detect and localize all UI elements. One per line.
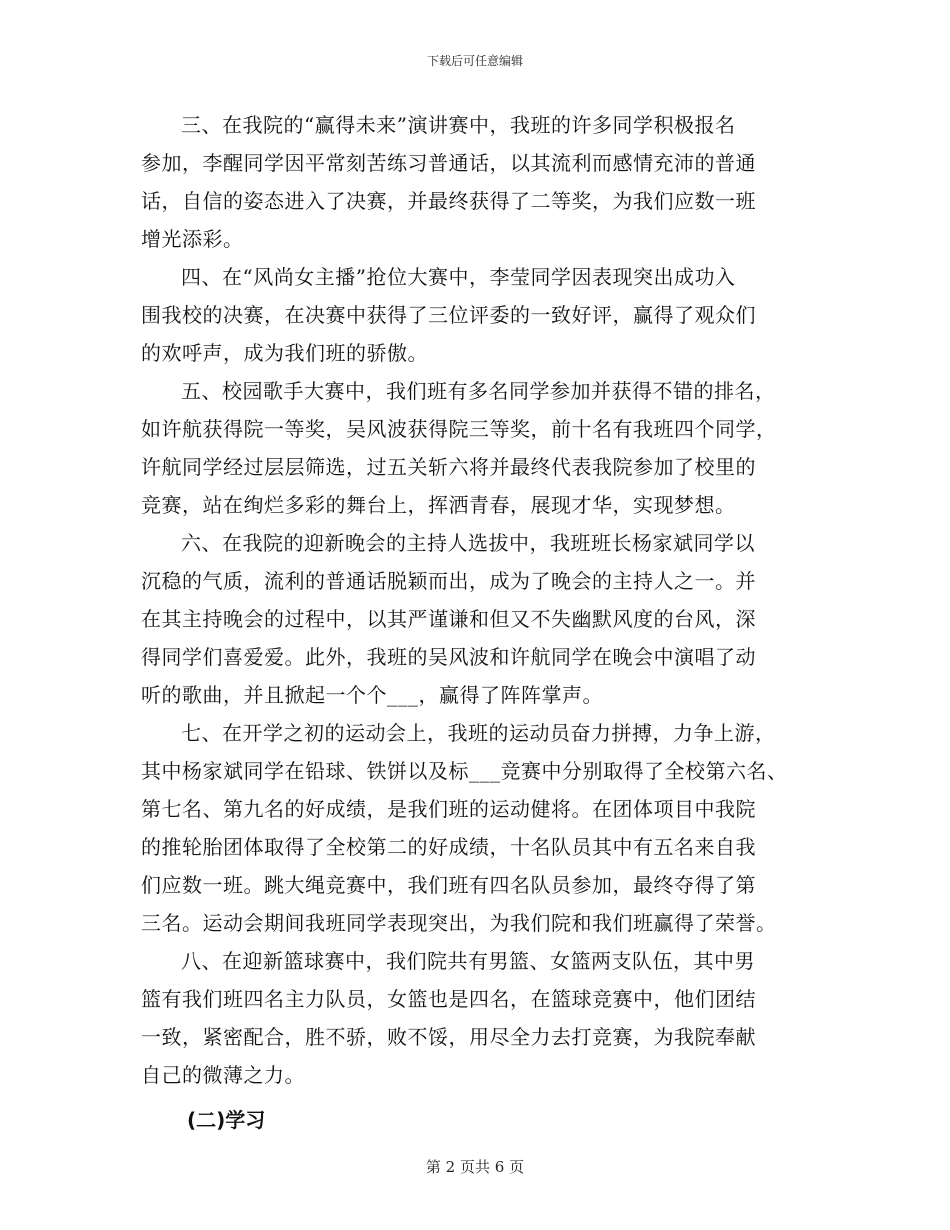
text-line: 增光添彩。 bbox=[141, 227, 244, 251]
text-line: 围我校的决赛，在决赛中获得了三位评委的一致好评，赢得了观众们 bbox=[141, 303, 756, 327]
paragraph-7 bbox=[141, 714, 821, 942]
text-line: 沉稳的气质，流利的普通话脱颖而出，成为了晚会的主持人之一。并 bbox=[141, 569, 756, 593]
section-heading: (二)学习 bbox=[187, 1108, 266, 1132]
text-line: 话，自信的姿态进入了决赛，并最终获得了二等奖，为我们应数一班 bbox=[141, 189, 756, 213]
paragraph-8 bbox=[141, 942, 821, 1094]
text-line: 在其主持晚会的过程中，以其严谨谦和但又不失幽默风度的台风，深 bbox=[141, 607, 756, 631]
paragraph-3 bbox=[141, 106, 821, 258]
paragraph-4 bbox=[141, 258, 821, 372]
text-line: 自己的微薄之力。 bbox=[141, 1063, 305, 1087]
text-line: 七、在开学之初的运动会上，我班的运动员奋力拼搏，力争上游， bbox=[181, 721, 776, 745]
text-line: 的推轮胎团体取得了全校第二的好成绩，十名队员其中有五名来自我 bbox=[141, 835, 756, 859]
text-line: 三、在我院的“赢得未来”演讲赛中，我班的许多同学积极报名 bbox=[181, 113, 736, 137]
text-line: 听的歌曲，并且掀起一个个___，赢得了阵阵掌声。 bbox=[141, 683, 603, 707]
text-line: 得同学们喜爱爱。此外，我班的吴风波和许航同学在晚会中演唱了动 bbox=[141, 645, 756, 669]
text-line: 许航同学经过层层筛选，过五关斩六将并最终代表我院参加了校里的 bbox=[141, 455, 756, 479]
text-line: 们应数一班。跳大绳竞赛中，我们班有四名队员参加，最终夺得了第 bbox=[141, 873, 756, 897]
text-line: 如许航获得院一等奖，吴风波获得院三等奖，前十名有我班四个同学， bbox=[141, 417, 777, 441]
document-body bbox=[141, 106, 821, 1142]
page-header: 下载后可任意编辑 bbox=[426, 54, 523, 68]
page-footer: 第 2 页共 6 页 bbox=[425, 1158, 525, 1176]
text-line: 八、在迎新篮球赛中，我们院共有男篮、女篮两支队伍，其中男 bbox=[181, 949, 755, 973]
text-line: 四、在“风尚女主播”抢位大赛中，李莹同学因表现突出成功入 bbox=[181, 265, 736, 289]
text-line: 篮有我们班四名主力队员，女篮也是四名，在篮球竞赛中，他们团结 bbox=[141, 987, 756, 1011]
text-line: 的欢呼声，成为我们班的骄傲。 bbox=[141, 341, 428, 365]
paragraph-6 bbox=[141, 524, 821, 714]
text-line: 一致，紧密配合，胜不骄，败不馁，用尽全力去打竞赛，为我院奉献 bbox=[141, 1025, 756, 1049]
paragraph-5 bbox=[141, 372, 821, 524]
text-line: 三名。运动会期间我班同学表现突出，为我们院和我们班赢得了荣誉。 bbox=[141, 911, 777, 935]
text-line: 参加，李醒同学因平常刻苦练习普通话，以其流利而感情充沛的普通 bbox=[141, 151, 756, 175]
text-line: 其中杨家斌同学在铅球、铁饼以及标___竞赛中分别取得了全校第六名、 bbox=[141, 759, 788, 783]
text-line: 第七名、第九名的好成绩，是我们班的运动健将。在团体项目中我院 bbox=[141, 797, 756, 821]
text-line: 竞赛，站在绚烂多彩的舞台上，挥洒青春，展现才华，实现梦想。 bbox=[141, 493, 736, 517]
text-line: 六、在我院的迎新晚会的主持人选拔中，我班班长杨家斌同学以 bbox=[181, 531, 755, 555]
text-line: 五、校园歌手大赛中，我们班有多名同学参加并获得不错的排名， bbox=[181, 379, 776, 403]
